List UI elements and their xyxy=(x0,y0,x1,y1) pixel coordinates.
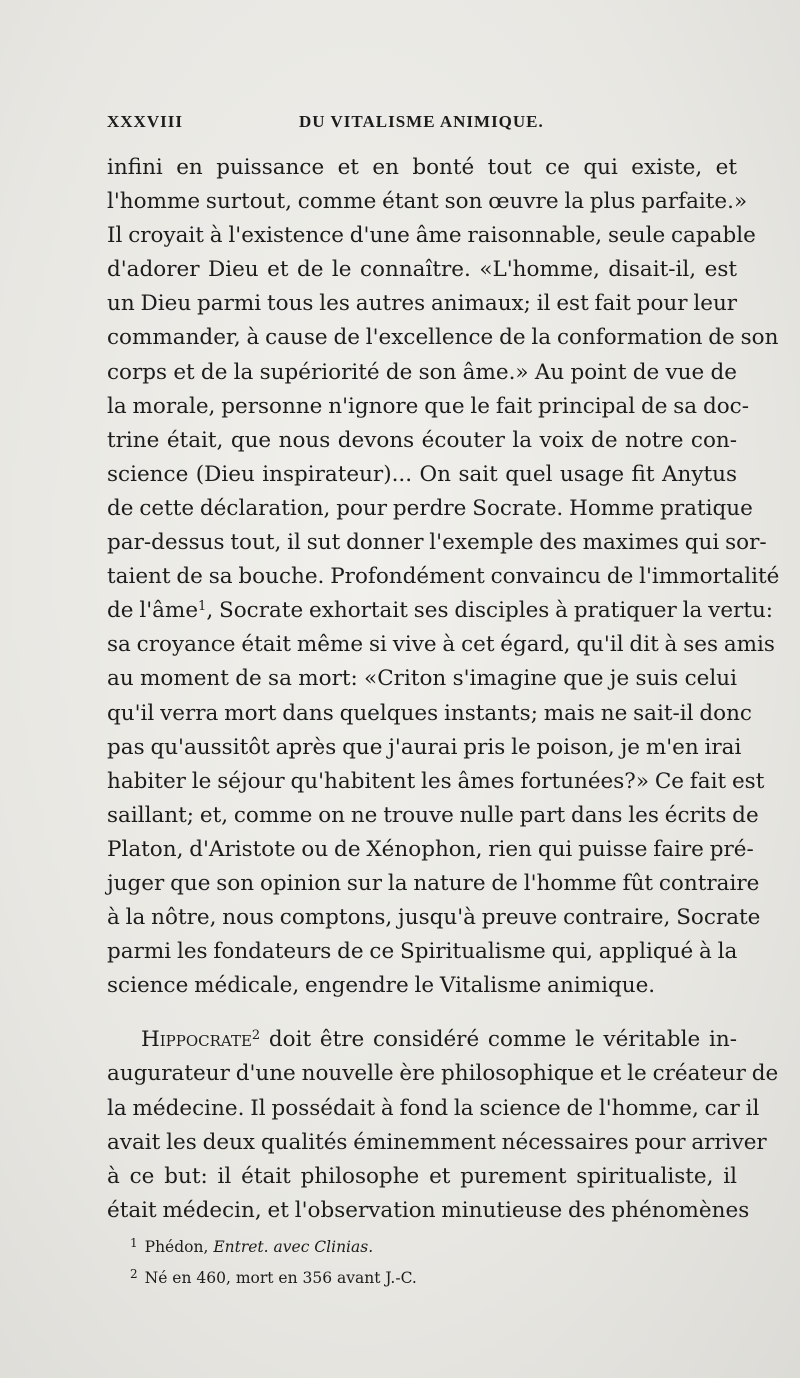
footnote-ref-1[interactable]: 1 xyxy=(198,599,207,615)
text-line: la médecine. Il possédait à fond la science de l'homme, car il xyxy=(107,1095,760,1121)
text-line: corps et de la supériorité de son âme.» Au point de vue de xyxy=(107,359,737,385)
text-line: habiter le séjour qu'habitent les âmes fortunées?» Ce fait est xyxy=(107,768,765,794)
text-line: à la nôtre, nous comptons, jusqu'à preuve contraire, Socrate xyxy=(107,905,761,931)
text-line: Platon, d'Aristote ou de Xénophon, rien qui puisse faire pré- xyxy=(107,836,754,862)
name-hippocrate: Hippocrate xyxy=(141,1027,252,1053)
text-line: sa croyance était même si vive à cet égard, qu'il dit à ses amis xyxy=(107,632,775,658)
footnote-2 xyxy=(130,1261,730,1292)
text-line: science médicale, engendre le Vitalisme animique. xyxy=(107,973,656,999)
text-line: par-dessus tout, il sut donner l'exemple des maximes qui sor- xyxy=(107,530,767,556)
line-segment: doit être considéré comme le véritable in- xyxy=(268,1027,737,1053)
text-line: taient de sa bouche. Profondément convaincu de l'immortalité xyxy=(107,564,780,590)
text-line: augurateur d'une nouvelle ère philosophique et le créateur de xyxy=(107,1061,779,1087)
text-line: l'homme surtout, comme étant son œuvre la plus parfaite.» xyxy=(107,189,748,215)
text-line: science (Dieu inspirateur)... On sait quel usage fit Anytus xyxy=(107,461,737,487)
footnote-text: Phédon, xyxy=(144,1238,214,1256)
text-line: trine était, que nous devons écouter la voix de notre con- xyxy=(107,427,737,453)
body-text xyxy=(107,151,780,1228)
footnote-1 xyxy=(130,1230,730,1261)
running-title: DU VITALISME ANIMIQUE. xyxy=(299,112,544,131)
text-line: commander, à cause de l'excellence de la conformation de son xyxy=(107,325,779,351)
text-line-hippocrate xyxy=(107,1023,737,1057)
footnote-text-italic: Entret. avec Clinias. xyxy=(213,1238,374,1256)
footnote-text: Né en 460, mort en 356 avant J.-C. xyxy=(144,1269,417,1287)
text-line: un Dieu parmi tous les autres animaux; il est fait pour leur xyxy=(107,291,738,317)
paragraph-gap xyxy=(107,1003,737,1023)
footnotes xyxy=(130,1230,730,1292)
text-line: était médecin, et l'observation minutieuse des phénomènes xyxy=(107,1197,750,1223)
footnote-number: 1 xyxy=(130,1236,138,1250)
page-number: XXXVIII xyxy=(107,112,183,131)
text-line: avait les deux qualités éminemment nécessaires pour arriver xyxy=(107,1129,767,1155)
text-line: pas qu'aussitôt après que j'aurai pris le poison, je m'en irai xyxy=(107,734,742,760)
line-segment: de l'âme xyxy=(107,598,199,624)
text-line: au moment de sa mort: «Criton s'imagine que je suis celui xyxy=(107,666,737,692)
text-line: infini en puissance et en bonté tout ce qui existe, et xyxy=(107,155,737,180)
text-line: la morale, personne n'ignore que le fait principal de sa doc- xyxy=(107,393,749,419)
footnote-ref-2[interactable]: 2 xyxy=(251,1028,261,1044)
page-header xyxy=(107,112,737,142)
text-line-with-footnote-ref xyxy=(107,594,774,628)
text-line: parmi les fondateurs de ce Spiritualisme qui, appliqué à la xyxy=(107,939,738,965)
line-segment: , Socrate exhortait ses disciples à pratiquer la vertu: xyxy=(206,598,774,624)
text-line: à ce but: il était philosophe et purement spiritualiste, il xyxy=(107,1163,737,1189)
text-line: Il croyait à l'existence d'une âme raisonnable, seule capable xyxy=(107,223,756,249)
text-line: saillant; et, comme on ne trouve nulle part dans les écrits de xyxy=(107,802,759,828)
footnote-number: 2 xyxy=(130,1267,138,1281)
text-line: d'adorer Dieu et de le connaître. «L'homme, disait-il, est xyxy=(107,257,737,283)
text-line: juger que son opinion sur la nature de l'homme fût contraire xyxy=(107,870,760,896)
text-line: de cette déclaration, pour perdre Socrate. Homme pratique xyxy=(107,495,753,521)
text-line: qu'il verra mort dans quelques instants; mais ne sait-il donc xyxy=(107,700,752,726)
